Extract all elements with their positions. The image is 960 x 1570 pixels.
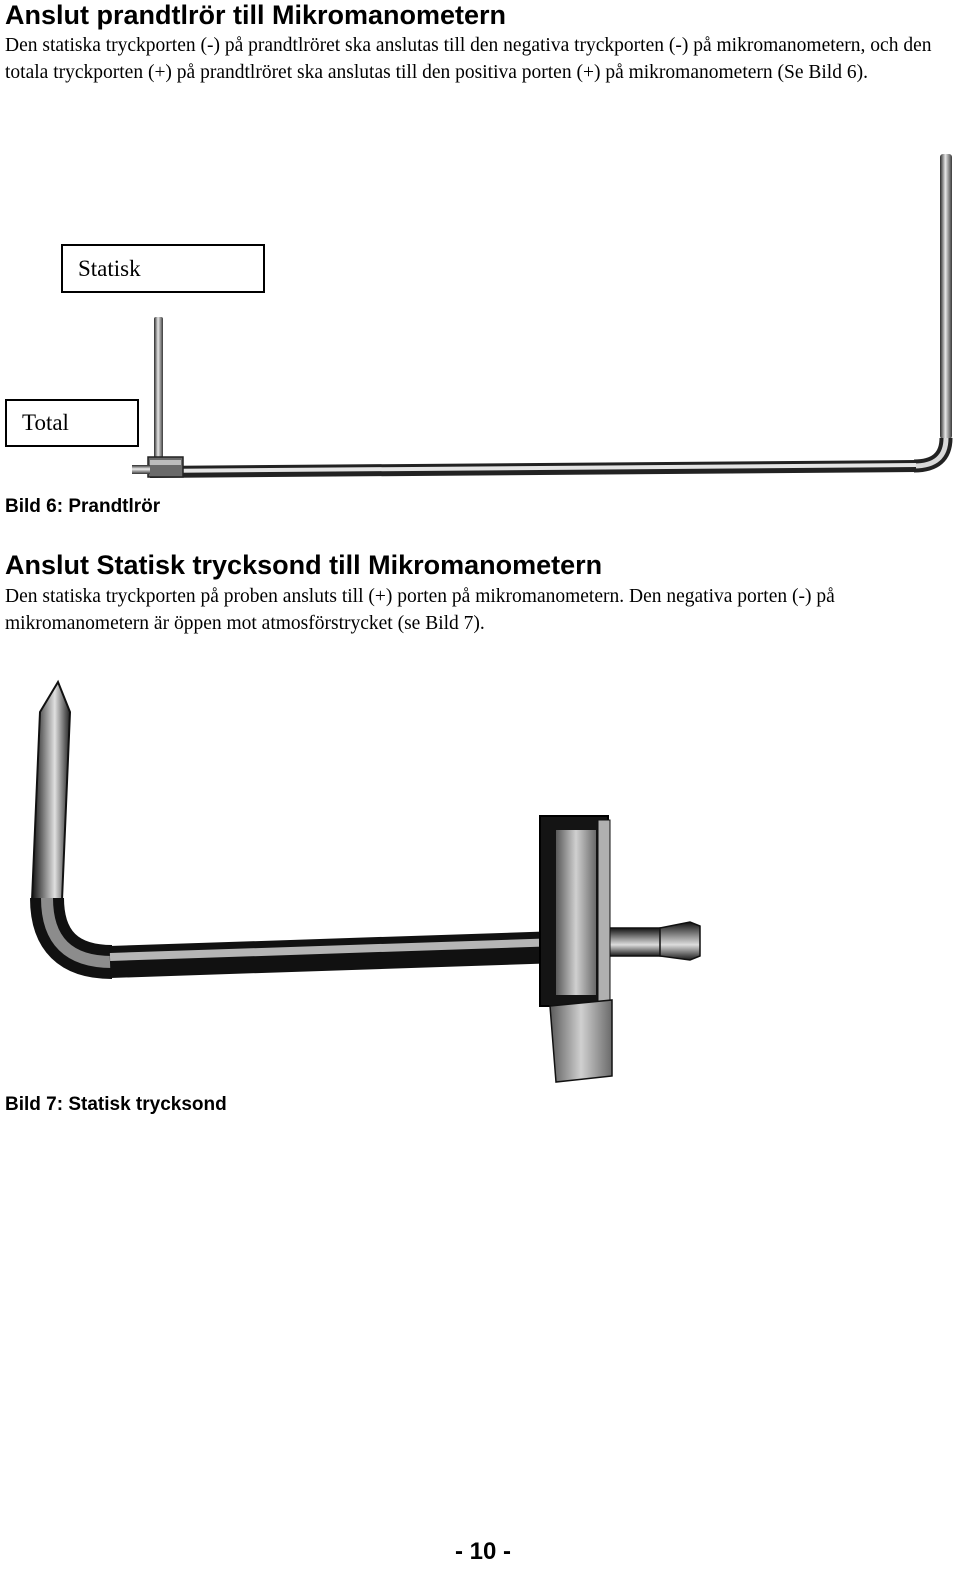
section-paragraph-pitot: Den statiska tryckporten (-) på prandtlröret ska anslutas till den negativa tryckporten (-) på mikromanometern, och den totala tryckporten (+) på prandtlröret ska anslutas till den positiva porten (+) på mikromanometern (Se Bild 6). (5, 35, 932, 83)
pitot-tube-illustration (0, 140, 960, 490)
section-title-pitot: Anslut prandtlrör till Mikromanometern (5, 0, 507, 30)
section-paragraph-static-probe: Den statiska tryckporten på proben ansluts till (+) porten på mikromanometern. Den negativa porten (-) på mikromanometern är öppen mot atmosförstrycket (se Bild 7). (5, 586, 835, 634)
figure-caption-7: Bild 7: Statisk trycksond (5, 1094, 227, 1115)
figure-static-probe (0, 670, 960, 1090)
figure-caption-6: Bild 6: Prandtlrör (5, 496, 161, 517)
static-probe-illustration (0, 670, 960, 1090)
figure-pitot-tube (0, 140, 960, 490)
label-static: Statisk (61, 244, 265, 293)
label-total: Total (5, 399, 139, 447)
section-title-static-probe: Anslut Statisk trycksond till Mikromanometern (5, 550, 603, 580)
page-number: - 10 - (455, 1538, 512, 1565)
